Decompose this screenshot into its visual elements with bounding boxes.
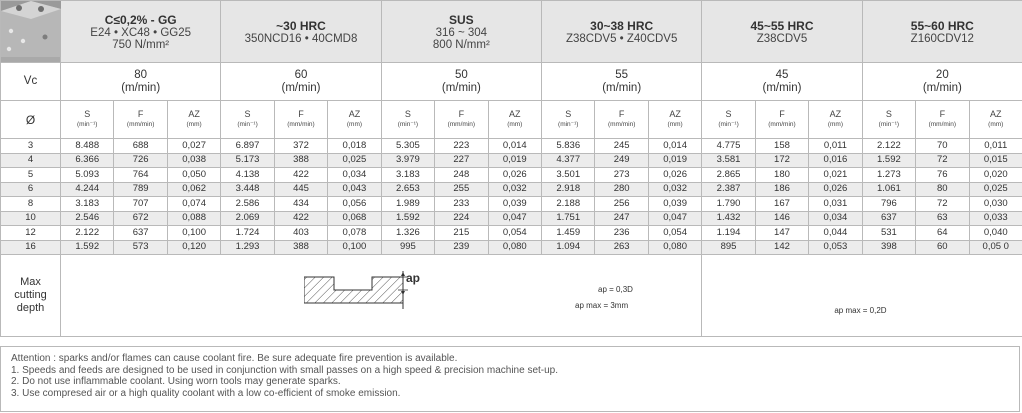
table-cell: 422 xyxy=(274,168,327,183)
vc-unit: (m/min) xyxy=(121,81,161,94)
vc-cell xyxy=(61,63,221,101)
table-cell: 388 xyxy=(274,153,327,168)
unit-text: (mm) xyxy=(186,121,202,128)
diameter-cell: 12 xyxy=(1,226,61,241)
table-cell: 0,100 xyxy=(167,226,220,241)
diameter-cell: 4 xyxy=(1,153,61,168)
unit-symbol: S xyxy=(885,109,892,119)
table-cell: 672 xyxy=(114,211,167,226)
f-column-header xyxy=(595,101,648,139)
unit-symbol: S xyxy=(244,109,251,119)
table-cell: 0,080 xyxy=(488,240,541,255)
vc-value: 20 xyxy=(935,68,949,81)
unit-symbol: F xyxy=(939,109,946,119)
table-cell: 895 xyxy=(702,240,755,255)
unit-text: (min⁻¹) xyxy=(878,121,900,128)
table-cell: 3.183 xyxy=(381,168,434,183)
table-cell: 224 xyxy=(435,211,488,226)
table-cell: 248 xyxy=(435,168,488,183)
table-cell: 688 xyxy=(114,139,167,154)
table-cell: 0,088 xyxy=(167,211,220,226)
table-cell: 0,015 xyxy=(969,153,1022,168)
unit-symbol: S xyxy=(404,109,411,119)
table-cell: 0,074 xyxy=(167,197,220,212)
table-cell: 249 xyxy=(595,153,648,168)
table-cell: 0,039 xyxy=(488,197,541,212)
table-cell: 4.138 xyxy=(221,168,274,183)
table-cell: 146 xyxy=(755,211,808,226)
depth-diagram xyxy=(304,271,444,321)
table-cell: 0,068 xyxy=(328,211,381,226)
unit-text: (mm) xyxy=(507,121,523,128)
table-cell: 707 xyxy=(114,197,167,212)
unit-text: (min⁻¹) xyxy=(558,121,579,128)
table-cell: 280 xyxy=(595,182,648,197)
material-name: 45~55 HRC xyxy=(750,18,814,33)
table-cell: 1.724 xyxy=(221,226,274,241)
table-cell: 637 xyxy=(114,226,167,241)
material-strength: 750 N/mm² xyxy=(112,38,170,51)
table-cell: 0,025 xyxy=(328,153,381,168)
data-body xyxy=(1,139,1022,255)
s-column-header xyxy=(61,101,114,139)
s-column-header xyxy=(221,101,274,139)
az-column-header xyxy=(969,101,1022,139)
table-cell: 372 xyxy=(274,139,327,154)
table-cell: 6.897 xyxy=(221,139,274,154)
vc-value: 55 xyxy=(615,68,629,81)
table-cell: 4.244 xyxy=(61,182,114,197)
unit-symbol: S xyxy=(565,109,572,119)
material-grades: Z38CDV5 • Z40CDV5 xyxy=(565,32,678,45)
table-cell: 726 xyxy=(114,153,167,168)
table-cell: 3.581 xyxy=(702,153,755,168)
material-name: 55~60 HRC xyxy=(910,18,974,33)
table-cell: 245 xyxy=(595,139,648,154)
unit-symbol: AZ xyxy=(990,109,1002,119)
table-cell: 5.093 xyxy=(61,168,114,183)
table-cell: 0,062 xyxy=(167,182,220,197)
table-cell: 0,038 xyxy=(167,153,220,168)
unit-symbol: AZ xyxy=(829,109,842,119)
table-cell: 263 xyxy=(595,240,648,255)
unit-text: (mm/min) xyxy=(607,121,636,128)
table-cell: 255 xyxy=(435,182,488,197)
table-cell: 158 xyxy=(755,139,808,154)
table-cell: 0,014 xyxy=(488,139,541,154)
table-cell: 0,034 xyxy=(328,168,381,183)
table-cell: 76 xyxy=(916,168,969,183)
az-column-header xyxy=(648,101,701,139)
vc-unit: (m/min) xyxy=(922,81,962,94)
tool-block-image xyxy=(1,1,61,57)
vc-row xyxy=(1,63,1022,101)
note-2: 2. Do not use inflammable coolant. Using worn tools may generate sparks. xyxy=(11,376,341,387)
table-cell: 0,054 xyxy=(488,226,541,241)
table-cell: 167 xyxy=(755,197,808,212)
note-attention: Attention : sparks and/or flames can cause coolant fire. Be sure adequate fire prevention is available. xyxy=(11,353,458,364)
table-cell: 2.546 xyxy=(61,211,114,226)
table-cell: 4.377 xyxy=(542,153,595,168)
table-cell: 3.448 xyxy=(221,182,274,197)
table-row xyxy=(1,211,1022,226)
ap-label: ap xyxy=(406,271,421,285)
table-cell: 223 xyxy=(435,139,488,154)
table-cell: 186 xyxy=(755,182,808,197)
table-cell: 72 xyxy=(916,197,969,212)
unit-symbol: F xyxy=(137,109,144,119)
vc-label: Vc xyxy=(1,63,61,101)
unit-symbol: F xyxy=(779,109,785,119)
table-row xyxy=(1,139,1022,154)
table-cell: 215 xyxy=(435,226,488,241)
material-grades: Z160CDV12 xyxy=(910,32,974,45)
unit-text: (mm) xyxy=(346,121,363,128)
ap-value: ap = 0,3D xyxy=(598,285,633,294)
table-cell: 0,018 xyxy=(328,139,381,154)
unit-symbol: S xyxy=(84,109,91,119)
unit-symbol: AZ xyxy=(348,109,361,119)
table-cell: 256 xyxy=(595,197,648,212)
table-cell: 2.122 xyxy=(862,139,915,154)
depth-label-line: Max xyxy=(20,276,41,288)
unit-text: (mm/min) xyxy=(768,121,796,128)
unit-text: (mm/min) xyxy=(928,121,957,128)
unit-symbol: AZ xyxy=(188,109,200,119)
vc-cell xyxy=(702,63,862,101)
vc-cell xyxy=(862,63,1022,101)
table-cell: 0,043 xyxy=(328,182,381,197)
table-row xyxy=(1,182,1022,197)
table-cell: 0,032 xyxy=(648,182,701,197)
unit-symbol: F xyxy=(298,109,304,119)
unit-text: (mm/min) xyxy=(447,121,476,128)
unit-symbol: AZ xyxy=(509,109,521,119)
table-cell: 1.790 xyxy=(702,197,755,212)
material-col-1 xyxy=(61,1,221,63)
table-cell: 6.366 xyxy=(61,153,114,168)
f-column-header xyxy=(114,101,167,139)
material-name: ~30 HRC xyxy=(276,18,326,33)
material-strength: 800 N/mm² xyxy=(432,38,490,51)
table-cell: 0,030 xyxy=(969,197,1022,212)
table-cell: 2.918 xyxy=(542,182,595,197)
diameter-cell: 6 xyxy=(1,182,61,197)
table-cell: 0,021 xyxy=(809,168,862,183)
depth-label-line: depth xyxy=(16,302,45,314)
table-cell: 0,080 xyxy=(648,240,701,255)
depth-label xyxy=(1,255,61,337)
table-cell: 0,056 xyxy=(328,197,381,212)
table-cell: 5.173 xyxy=(221,153,274,168)
unit-text: (mm) xyxy=(988,121,1004,128)
table-cell: 4.775 xyxy=(702,139,755,154)
table-cell: 0,032 xyxy=(488,182,541,197)
table-cell: 445 xyxy=(274,182,327,197)
table-cell: 1.061 xyxy=(862,182,915,197)
f-column-header xyxy=(755,101,808,139)
table-row xyxy=(1,168,1022,183)
corner-image xyxy=(1,1,61,63)
table-cell: 60 xyxy=(916,240,969,255)
material-header-row xyxy=(1,1,1022,63)
unit-text: (mm) xyxy=(827,121,844,128)
table-cell: 3.183 xyxy=(61,197,114,212)
s-column-header xyxy=(862,101,915,139)
unit-text: (mm/min) xyxy=(126,121,155,128)
table-cell: 2.586 xyxy=(221,197,274,212)
vc-value: 60 xyxy=(294,68,308,81)
table-cell: 5.305 xyxy=(381,139,434,154)
depth-diagram-cell xyxy=(61,255,702,337)
az-column-header xyxy=(488,101,541,139)
vc-cell xyxy=(381,63,541,101)
table-cell: 0,019 xyxy=(488,153,541,168)
unit-text: (min⁻¹) xyxy=(397,121,419,128)
unit-text: (mm/min) xyxy=(287,121,315,128)
vc-cell xyxy=(221,63,381,101)
vc-unit: (m/min) xyxy=(762,81,802,94)
diameter-cell: 8 xyxy=(1,197,61,212)
table-cell: 2.865 xyxy=(702,168,755,183)
material-grades: 350NCD16 • 40CMD8 xyxy=(244,32,358,45)
table-cell: 1.592 xyxy=(862,153,915,168)
table-cell: 764 xyxy=(114,168,167,183)
table-cell: 5.836 xyxy=(542,139,595,154)
table-cell: 0,014 xyxy=(648,139,701,154)
unit-text: (min⁻¹) xyxy=(718,121,739,128)
az-column-header xyxy=(328,101,381,139)
table-cell: 1.293 xyxy=(221,240,274,255)
table-cell: 233 xyxy=(435,197,488,212)
material-col-6 xyxy=(862,1,1022,63)
table-row xyxy=(1,240,1022,255)
table-cell: 0,078 xyxy=(328,226,381,241)
table-cell: 398 xyxy=(862,240,915,255)
table-row xyxy=(1,197,1022,212)
f-column-header xyxy=(274,101,327,139)
az-column-header xyxy=(809,101,862,139)
table-cell: 0,033 xyxy=(969,211,1022,226)
depth-label-line: cutting xyxy=(14,289,47,301)
material-col-5 xyxy=(702,1,862,63)
table-cell: 403 xyxy=(274,226,327,241)
note-1: 1. Speeds and feeds are designed to be used in conjunction with small passes on a high speed & precision machine set-up. xyxy=(11,364,559,376)
unit-text: (min⁻¹) xyxy=(77,121,98,128)
material-grades: 316 ~ 304 xyxy=(435,26,488,39)
unit-symbol: F xyxy=(618,109,625,119)
table-cell: 227 xyxy=(435,153,488,168)
f-column-header xyxy=(916,101,969,139)
table-cell: 0,011 xyxy=(809,139,862,154)
ap-max-hard: ap max = 0,2D xyxy=(834,306,887,315)
table-cell: 1.273 xyxy=(862,168,915,183)
table-cell: 0,040 xyxy=(969,226,1022,241)
table-row xyxy=(1,226,1022,241)
vc-cell xyxy=(542,63,702,101)
table-cell: 236 xyxy=(595,226,648,241)
s-column-header xyxy=(542,101,595,139)
table-cell: 0,026 xyxy=(809,182,862,197)
table-cell: 2.188 xyxy=(542,197,595,212)
table-cell: 0,054 xyxy=(648,226,701,241)
table-cell: 1.592 xyxy=(61,240,114,255)
table-cell: 0,020 xyxy=(969,168,1022,183)
material-col-2 xyxy=(221,1,381,63)
table-cell: 995 xyxy=(381,240,434,255)
table-cell: 3.501 xyxy=(542,168,595,183)
table-cell: 3.979 xyxy=(381,153,434,168)
table-cell: 0,026 xyxy=(488,168,541,183)
vc-unit: (m/min) xyxy=(281,81,321,94)
table-cell: 0,039 xyxy=(648,197,701,212)
table-cell: 0,050 xyxy=(167,168,220,183)
table-cell: 142 xyxy=(755,240,808,255)
table-cell: 0,047 xyxy=(648,211,701,226)
vc-value: 50 xyxy=(454,68,468,81)
vc-unit: (m/min) xyxy=(441,81,481,94)
table-cell: 573 xyxy=(114,240,167,255)
table-cell: 8.488 xyxy=(61,139,114,154)
material-name: C≤0,2% - GG xyxy=(104,12,177,27)
table-cell: 1.459 xyxy=(542,226,595,241)
material-grades: E24 • XC48 • GG25 xyxy=(90,26,192,39)
table-cell: 796 xyxy=(862,197,915,212)
table-cell: 70 xyxy=(916,139,969,154)
table-cell: 2.122 xyxy=(61,226,114,241)
table-cell: 80 xyxy=(916,182,969,197)
s-column-header xyxy=(381,101,434,139)
table-cell: 531 xyxy=(862,226,915,241)
s-column-header xyxy=(702,101,755,139)
table-cell: 0,025 xyxy=(969,182,1022,197)
vc-value: 45 xyxy=(775,68,789,81)
table-cell: 789 xyxy=(114,182,167,197)
table-cell: 172 xyxy=(755,153,808,168)
table-cell: 1.989 xyxy=(381,197,434,212)
table-cell: 0,05 0 xyxy=(969,240,1022,255)
table-cell: 64 xyxy=(916,226,969,241)
table-cell: 273 xyxy=(595,168,648,183)
table-cell: 0,016 xyxy=(809,153,862,168)
material-name: 30~38 HRC xyxy=(590,18,654,33)
table-cell: 0,031 xyxy=(809,197,862,212)
table-cell: 434 xyxy=(274,197,327,212)
table-cell: 0,120 xyxy=(167,240,220,255)
diameter-cell: 5 xyxy=(1,168,61,183)
table-cell: 0,100 xyxy=(328,240,381,255)
table-cell: 2.069 xyxy=(221,211,274,226)
depth-hard-cell xyxy=(702,255,1022,337)
material-name: SUS xyxy=(449,12,474,27)
unit-symbol: S xyxy=(725,109,732,119)
vc-value: 80 xyxy=(134,68,148,81)
diameter-label: Ø xyxy=(1,101,61,139)
table-cell: 147 xyxy=(755,226,808,241)
vc-unit: (m/min) xyxy=(602,81,642,94)
az-column-header xyxy=(167,101,220,139)
table-cell: 0,019 xyxy=(648,153,701,168)
diameter-cell: 3 xyxy=(1,139,61,154)
unit-text: (mm) xyxy=(667,121,683,128)
f-column-header xyxy=(435,101,488,139)
table-cell: 239 xyxy=(435,240,488,255)
unit-symbol: AZ xyxy=(669,109,681,119)
table-cell: 2.653 xyxy=(381,182,434,197)
table-cell: 0,011 xyxy=(969,139,1022,154)
table-cell: 0,034 xyxy=(809,211,862,226)
table-cell: 637 xyxy=(862,211,915,226)
material-col-4 xyxy=(542,1,702,63)
table-cell: 0,047 xyxy=(488,211,541,226)
table-cell: 2.387 xyxy=(702,182,755,197)
table-cell: 1.326 xyxy=(381,226,434,241)
table-cell: 0,044 xyxy=(809,226,862,241)
table-cell: 1.751 xyxy=(542,211,595,226)
table-cell: 72 xyxy=(916,153,969,168)
table-row xyxy=(1,153,1022,168)
unit-symbol: F xyxy=(458,109,465,119)
table-cell: 422 xyxy=(274,211,327,226)
table-cell: 1.094 xyxy=(542,240,595,255)
units-row xyxy=(1,101,1022,139)
material-col-3 xyxy=(381,1,541,63)
unit-text: (min⁻¹) xyxy=(237,121,258,128)
material-grades: Z38CDV5 xyxy=(756,32,808,45)
diameter-cell: 16 xyxy=(1,240,61,255)
table-cell: 0,027 xyxy=(167,139,220,154)
table-cell: 388 xyxy=(274,240,327,255)
notes-box xyxy=(0,346,1020,412)
table-cell: 247 xyxy=(595,211,648,226)
table-cell: 63 xyxy=(916,211,969,226)
ap-max: ap max = 3mm xyxy=(575,301,629,310)
table-cell: 0,053 xyxy=(809,240,862,255)
diameter-cell: 10 xyxy=(1,211,61,226)
table-cell: 1.592 xyxy=(381,211,434,226)
table-cell: 180 xyxy=(755,168,808,183)
note-3: 3. Use compresed air or a high quality coolant with a low co-efficient of smoke emission. xyxy=(11,387,401,399)
table-cell: 1.194 xyxy=(702,226,755,241)
table-cell: 0,026 xyxy=(648,168,701,183)
table-cell: 1.432 xyxy=(702,211,755,226)
depth-row xyxy=(1,255,1022,337)
